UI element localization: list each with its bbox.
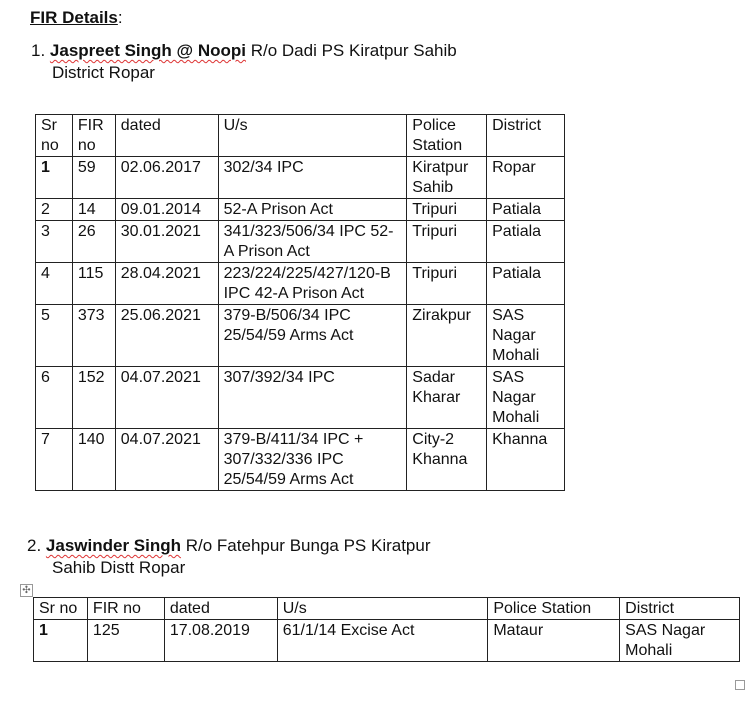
- table-cell: 115: [72, 263, 115, 305]
- header-cell: FIR no: [87, 598, 164, 620]
- heading-colon: :: [117, 8, 123, 27]
- table-cell: SAS Nagar Mohali: [487, 367, 565, 429]
- table-cell: 6: [36, 367, 73, 429]
- table-cell: 223/224/225/427/120-B IPC 42-A Prison Act: [218, 263, 407, 305]
- table-cell: 2: [36, 199, 73, 221]
- person-2-fir-table: [33, 597, 740, 662]
- table-cell: 61/1/14 Excise Act: [277, 620, 488, 662]
- table-row: [36, 263, 565, 305]
- person-1-residence: R/o Dadi PS Kiratpur Sahib: [250, 41, 457, 60]
- table-cell: 25.06.2021: [115, 305, 218, 367]
- header-cell: U/s: [218, 115, 407, 157]
- table-cell: 140: [72, 429, 115, 491]
- table-cell: SAS Nagar Mohali: [487, 305, 565, 367]
- table-row: [36, 199, 565, 221]
- header-cell: Police Station: [407, 115, 487, 157]
- person-1-name: Jaspreet Singh @ Noopi: [49, 41, 246, 60]
- person-2-district: Sahib Distt Ropar: [52, 558, 186, 577]
- table-cell: Zirakpur: [407, 305, 487, 367]
- table-cell: 1: [34, 620, 88, 662]
- header-cell: Sr no: [34, 598, 88, 620]
- table-cell: 302/34 IPC: [218, 157, 407, 199]
- table-cell: 7: [36, 429, 73, 491]
- header-cell: Sr no: [36, 115, 73, 157]
- table-cell: 17.08.2019: [164, 620, 277, 662]
- header-cell: District: [620, 598, 740, 620]
- table-cell: Sadar Kharar: [407, 367, 487, 429]
- table-cell: 02.06.2017: [115, 157, 218, 199]
- header-cell: Police Station: [488, 598, 620, 620]
- table-cell: Tripuri: [407, 199, 487, 221]
- table-row: [36, 367, 565, 429]
- table-row: [34, 620, 740, 662]
- table-cell: 307/392/34 IPC: [218, 367, 407, 429]
- table-cell: 04.07.2021: [115, 429, 218, 491]
- person-2-number: 2.: [27, 536, 42, 555]
- header-cell: FIR no: [72, 115, 115, 157]
- table-header-row: [36, 115, 565, 157]
- table-cell: Ropar: [487, 157, 565, 199]
- table-header-row: [34, 598, 740, 620]
- person-2-line: [27, 535, 431, 557]
- table-cell: 379-B/411/34 IPC + 307/332/336 IPC 25/54/59 Arms Act: [218, 429, 407, 491]
- table-row: [36, 157, 565, 199]
- resize-handle-icon[interactable]: [735, 680, 745, 690]
- person-2-residence: R/o Fatehpur Bunga PS Kiratpur: [185, 536, 431, 555]
- table-cell: Patiala: [487, 263, 565, 305]
- table-cell: 09.01.2014: [115, 199, 218, 221]
- table-cell: 341/323/506/34 IPC 52-A Prison Act: [218, 221, 407, 263]
- table-cell: 28.04.2021: [115, 263, 218, 305]
- heading-label: FIR Details: [30, 8, 118, 27]
- table-cell: 1: [36, 157, 73, 199]
- table-cell: Patiala: [487, 221, 565, 263]
- person-2-name: Jaswinder Singh: [45, 536, 182, 555]
- table-cell: Tripuri: [407, 263, 487, 305]
- table-row: [36, 429, 565, 491]
- table-cell: 5: [36, 305, 73, 367]
- table-cell: 125: [87, 620, 164, 662]
- table-cell: Khanna: [487, 429, 565, 491]
- table-cell: 52-A Prison Act: [218, 199, 407, 221]
- table-cell: 30.01.2021: [115, 221, 218, 263]
- table-row: [36, 221, 565, 263]
- header-cell: U/s: [277, 598, 488, 620]
- table-cell: 14: [72, 199, 115, 221]
- table-cell: 379-B/506/34 IPC 25/54/59 Arms Act: [218, 305, 407, 367]
- person-1-fir-table: [35, 114, 565, 491]
- table-cell: 3: [36, 221, 73, 263]
- table-cell: 4: [36, 263, 73, 305]
- table-cell: 59: [72, 157, 115, 199]
- table-cell: SAS Nagar Mohali: [620, 620, 740, 662]
- table-cell: 26: [72, 221, 115, 263]
- table-cell: Patiala: [487, 199, 565, 221]
- table-cell: 152: [72, 367, 115, 429]
- table-cell: City-2 Khanna: [407, 429, 487, 491]
- header-cell: District: [487, 115, 565, 157]
- table-cell: Kiratpur Sahib: [407, 157, 487, 199]
- header-cell: dated: [115, 115, 218, 157]
- table-cell: Tripuri: [407, 221, 487, 263]
- person-1-line: [31, 40, 457, 62]
- person-1-number: 1.: [31, 41, 46, 60]
- table-row: [36, 305, 565, 367]
- person-1-district: District Ropar: [52, 63, 155, 82]
- header-cell: dated: [164, 598, 277, 620]
- fir-details-heading: [30, 8, 123, 28]
- move-handle-icon[interactable]: ✣: [20, 584, 33, 597]
- table-cell: 373: [72, 305, 115, 367]
- table-cell: Mataur: [488, 620, 620, 662]
- table-cell: 04.07.2021: [115, 367, 218, 429]
